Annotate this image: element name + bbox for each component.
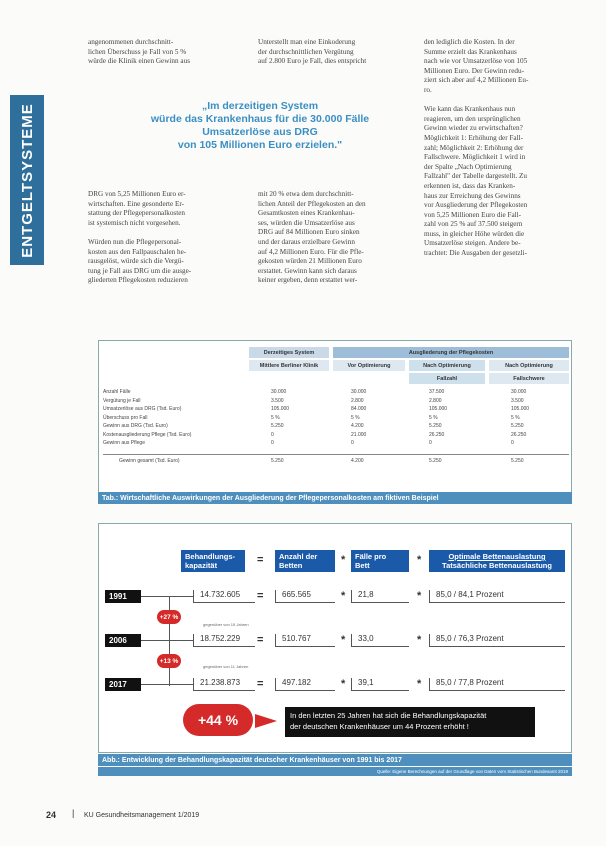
table-col-head: Nach Optimierung	[489, 360, 569, 371]
total-growth-badge: +44 %	[183, 704, 253, 736]
page-number: 24	[46, 810, 57, 820]
text-column	[258, 38, 420, 67]
table-cell: 5.250	[429, 423, 442, 429]
capacity-value: 21.238.873	[193, 678, 255, 691]
pull-quote: „Im derzeitigen System würde das Krankenhaus für die 30.000 Fälle Umsatzerlöse aus DRG von 105 Millionen Euro erzielen."	[150, 100, 370, 151]
table-cell: 26.250	[429, 431, 445, 438]
text-line: ziert sich aber auf 4,2 Millionen Eu-	[424, 76, 529, 85]
table-row-label: Anzahl Fälle	[103, 389, 131, 395]
text-line: haus zur Erreichung des Gewinns	[424, 191, 521, 200]
growth-badge: +13 %	[157, 654, 181, 668]
text-line: ses, würden die Umsatzerlöse aus	[258, 218, 355, 227]
table-cell: 5.250	[271, 423, 284, 429]
text-line: keiner ergeben, denn erstattet wer-	[258, 276, 358, 285]
multiply-sign: *	[417, 678, 422, 690]
text-line: von 5,25 Millionen Euro die Fall-	[424, 210, 522, 219]
cases-value: 21,8	[351, 590, 409, 603]
table-row-label: Gewinn aus DRG (Tsd. Euro)	[103, 423, 168, 429]
text-line: rausgelöst, würde sich die Vergü-	[88, 257, 184, 266]
table-cell: 0	[429, 440, 432, 446]
text-line: nach wie vor Umsatzerlöse von 105	[424, 57, 528, 66]
table-cell: 30.000	[511, 389, 527, 395]
table-total-cell: 5.250	[511, 458, 524, 464]
text-line: den lediglich die Kosten. In der	[424, 38, 515, 46]
text-line: würde die Klinik einen Gewinn aus	[88, 57, 190, 66]
table-cell: 30.000	[351, 389, 367, 395]
text-line: und der daraus erzielbare Gewinn	[258, 237, 355, 246]
text-line: zahl; Möglichkeit 2: Erhöhung der	[424, 143, 524, 152]
text-line: Gesamtkosten eines Krankenhau-	[258, 209, 355, 218]
text-line: kosten aus den Fallpauschalen he-	[88, 247, 187, 256]
diagram-head-utilization: Optimale Bettenauslastung Tatsächliche Bettenauslastung	[429, 550, 565, 572]
equals-sign: =	[257, 678, 264, 690]
beds-value: 665.565	[275, 590, 335, 603]
text-line: Wie kann das Krankenhaus nun	[424, 105, 516, 114]
equals-sign: =	[257, 554, 264, 566]
connector-line	[141, 684, 193, 685]
diagram-head-cases: Fälle pro Bett	[351, 550, 409, 572]
text-line: muss, in gleicher Höhe würden die	[424, 229, 525, 238]
connector-line	[141, 640, 193, 641]
text-line: ro.	[424, 85, 432, 94]
text-line: Würden nun die Pflegepersonal-	[88, 237, 182, 246]
text-line: stattung der Pflegepersonalkosten	[88, 209, 186, 218]
footer-separator: |	[72, 808, 75, 818]
text-line: mit 20 % etwa dem durchschnitt-	[258, 190, 354, 198]
table-cell: 0	[271, 440, 274, 446]
table-col-head: Fallzahl	[409, 373, 485, 384]
table-cell: 0	[271, 431, 274, 438]
text-line: der Spalte „Nach Optimierung	[424, 162, 512, 171]
table-col-head: Vor Optimierung	[333, 360, 405, 371]
text-line: Summe erzielt das Krankenhaus	[424, 47, 517, 56]
text-line: Millionen Euro. Der Gewinn redu-	[424, 66, 525, 75]
table-total-cell: 4.200	[351, 458, 364, 464]
table-cell: 30.000	[271, 389, 287, 395]
cases-value: 39,1	[351, 678, 409, 691]
table-cell: 5 %	[271, 414, 280, 421]
text-line: erkennen ist, dass das Kranken-	[424, 181, 516, 190]
text-column	[258, 190, 420, 286]
multiply-sign: *	[341, 554, 346, 566]
table-cell: 84.000	[351, 406, 367, 412]
table-col-head: Fallschwere	[489, 373, 569, 384]
multiply-sign: *	[341, 678, 346, 690]
equals-sign: =	[257, 634, 264, 646]
growth-note: gegenüber von 15 Jahren	[203, 622, 249, 627]
table-row-label: Vergütung je Fall	[103, 397, 141, 404]
text-line: erstattet. Gewinn kann sich daraus	[258, 266, 357, 275]
table-cell: 105.000	[511, 406, 530, 412]
arrow-icon	[255, 714, 277, 728]
table-row-label: Umsatzerlöse aus DRG (Tsd. Euro)	[103, 406, 182, 412]
table-col-head: Nach Optimierung	[409, 360, 485, 371]
text-line: trachtet: Die Ausgaben der gesetzli-	[424, 249, 527, 258]
table-cell: 5 %	[511, 414, 520, 421]
text-line: der durchschnittlichen Vergütung	[258, 47, 354, 56]
economic-table	[98, 340, 572, 502]
text-line: Fallschwere. Möglichkeit 1 wird in	[424, 153, 526, 162]
table-head-current: Derzeitiges System	[249, 347, 329, 358]
text-line: vor Ausgliederung der Pflegekosten	[424, 201, 528, 210]
table-cell: 5 %	[351, 414, 360, 421]
multiply-sign: *	[417, 554, 422, 566]
text-line: reagieren, um den ursprünglichen	[424, 114, 521, 123]
text-column	[88, 38, 246, 67]
capacity-value: 18.752.229	[193, 634, 255, 647]
growth-note: gegenüber von 11 Jahren	[203, 664, 249, 669]
text-line: gliederten Pflegekosten reduzieren	[88, 276, 188, 285]
year-label: 2006	[105, 634, 141, 647]
table-cell: 37.500	[429, 389, 445, 395]
text-line: ist systemisch nicht vorgesehen.	[88, 218, 181, 227]
table-caption: Tab.: Wirtschaftliche Auswirkungen der Ausgliederung der Pflegepersonalkosten am fiktiven Beispiel	[98, 492, 572, 504]
capacity-diagram	[98, 523, 572, 753]
text-line	[88, 228, 250, 238]
table-row-label: Überschuss pro Fall	[103, 414, 148, 421]
text-line	[424, 96, 572, 106]
text-line: Fallzahl" der Tabelle dargestellt. Zu	[424, 172, 527, 181]
text-line: Möglichkeit 1: Erhöhung der Fall-	[424, 133, 524, 142]
table-row-label: Gewinn aus Pflege	[103, 440, 145, 446]
table-cell: 2.800	[429, 397, 442, 404]
connector-line	[141, 596, 193, 597]
table-cell: 0	[511, 440, 514, 446]
table-col-head: Mittlere Berliner Klinik	[249, 360, 329, 371]
table-total-cell: 5.250	[429, 458, 442, 464]
diagram-source: Quelle: Eigene Berechnungen auf der Grundlage von Daten vom Statistischen Bundesamt 2019	[98, 767, 572, 776]
table-cell: 105.000	[429, 406, 448, 412]
table-cell: 21.000	[351, 431, 367, 438]
text-line: tung je Fall aus DRG um die ausge-	[88, 266, 192, 275]
text-line: wirtschaften. Eine gesonderte Er-	[88, 199, 185, 208]
text-line: DRG von 5,25 Millionen Euro er-	[88, 190, 186, 198]
text-line: auf 2.800 Euro je Fall, dies entspricht	[258, 57, 367, 66]
table-cell: 2.800	[351, 397, 364, 404]
utilization-value: 85,0 / 76,3 Prozent	[429, 634, 565, 647]
utilization-value: 85,0 / 84,1 Prozent	[429, 590, 565, 603]
text-line: zahl von 25 % auf 37.500 steigern	[424, 220, 523, 229]
text-line: DRG auf 84 Millionen Euro sinken	[258, 228, 360, 237]
table-cell: 3.500	[511, 397, 524, 404]
multiply-sign: *	[417, 634, 422, 646]
text-line: Gewinn wieder zu erwirtschaften?	[424, 124, 523, 133]
utilization-value: 85,0 / 77,8 Prozent	[429, 678, 565, 691]
text-line: lichen Überschuss je Fall von 5 %	[88, 47, 187, 56]
year-label: 1991	[105, 590, 141, 603]
text-line: gekosten würden 21 Millionen Euro	[258, 257, 362, 266]
table-cell: 0	[351, 440, 354, 446]
text-line: auf 4,2 Millionen Euro. Für die Pfle-	[258, 247, 364, 256]
table-cell: 4.200	[351, 423, 364, 429]
diagram-caption: Abb.: Entwicklung der Behandlungskapazität deutscher Krankenhäuser von 1991 bis 2017	[98, 754, 572, 766]
section-tab: ENTGELTSYSTEME	[10, 95, 44, 265]
text-line: lichen Anteil der Pflegekosten an den	[258, 199, 366, 208]
table-cell: 3.500	[271, 397, 284, 404]
multiply-sign: *	[417, 590, 422, 602]
table-cell: 26.250	[511, 431, 527, 438]
capacity-value: 14.732.605	[193, 590, 255, 603]
journal-name: KU Gesundheitsmanagement 1/2019	[84, 812, 200, 819]
text-column	[424, 38, 572, 259]
table-row-label: Kostenausgliederung Pflege (Tsd. Euro)	[103, 431, 192, 438]
beds-value: 510.767	[275, 634, 335, 647]
table-head-outsourcing: Ausgliederung der Pflegekosten	[333, 347, 569, 358]
beds-value: 497.182	[275, 678, 335, 691]
text-column	[88, 190, 250, 286]
table-cell: 105.000	[271, 406, 290, 412]
table-cell: 5.250	[511, 423, 524, 429]
text-line: Unterstellt man eine Einkoderung	[258, 38, 356, 46]
multiply-sign: *	[341, 590, 346, 602]
diagram-head-capacity: Behandlungs- kapazität	[181, 550, 245, 572]
year-label: 2017	[105, 678, 141, 691]
text-line: angenommenen durchschnitt-	[88, 38, 174, 46]
note-box: In den letzten 25 Jahren hat sich die Behandlungskapazität der deutschen Krankenhäuser um 44 Prozent erhöht !	[285, 707, 535, 737]
multiply-sign: *	[341, 634, 346, 646]
text-line: Umsatzerlöse steigen. Andere be-	[424, 239, 521, 248]
growth-badge: +27 %	[157, 610, 181, 624]
table-cell: 5 %	[429, 414, 438, 421]
diagram-head-beds: Anzahl der Betten	[275, 550, 335, 572]
table-total-label: Gewinn gesamt (Tsd. Euro)	[119, 458, 180, 464]
equals-sign: =	[257, 590, 264, 602]
cases-value: 33,0	[351, 634, 409, 647]
table-total-cell: 5.250	[271, 458, 284, 464]
